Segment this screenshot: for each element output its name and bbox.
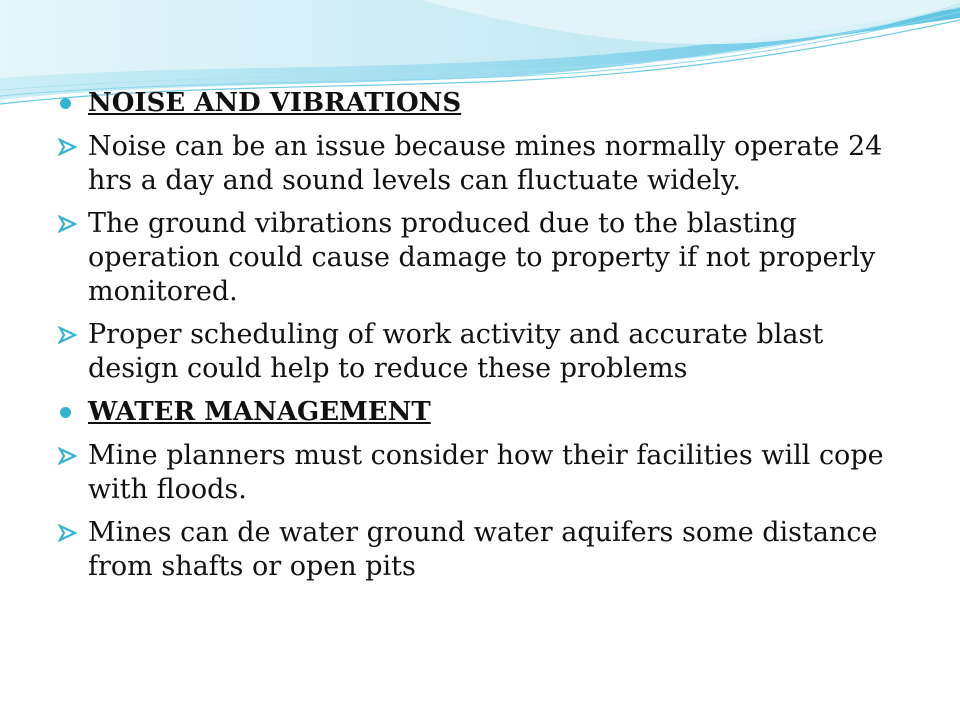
bullet-item xyxy=(58,516,918,584)
arrow-bullet-icon xyxy=(58,207,86,241)
bullet-text: The ground vibrations produced due to the blasting operation could cause damage to property if not properly monitored. xyxy=(88,208,876,307)
bullet-text: Mine planners must consider how their facilities will cope with floods. xyxy=(88,440,884,505)
bullet-list xyxy=(58,86,918,593)
bullet-item xyxy=(58,130,918,198)
arrow-bullet-icon xyxy=(58,516,86,550)
heading-text: NOISE AND VIBRATIONS xyxy=(88,88,462,118)
bullet-item xyxy=(58,439,918,507)
heading-text: WATER MANAGEMENT xyxy=(88,397,431,427)
arrow-bullet-icon xyxy=(58,130,86,164)
bullet-text: Proper scheduling of work activity and accurate blast design could help to reduce these problems xyxy=(88,319,824,384)
bullet-text: Noise can be an issue because mines normally operate 24 hrs a day and sound levels can fluctuate widely. xyxy=(88,131,883,196)
arrow-bullet-icon xyxy=(58,318,86,352)
section-heading-noise xyxy=(58,86,918,120)
arrow-bullet-icon xyxy=(58,439,86,473)
dot-bullet-icon xyxy=(58,86,86,120)
section-heading-water xyxy=(58,395,918,429)
bullet-item xyxy=(58,207,918,309)
dot-bullet-icon xyxy=(58,395,86,429)
bullet-text: Mines can de water ground water aquifers some distance from shafts or open pits xyxy=(88,517,878,582)
bullet-item xyxy=(58,318,918,386)
